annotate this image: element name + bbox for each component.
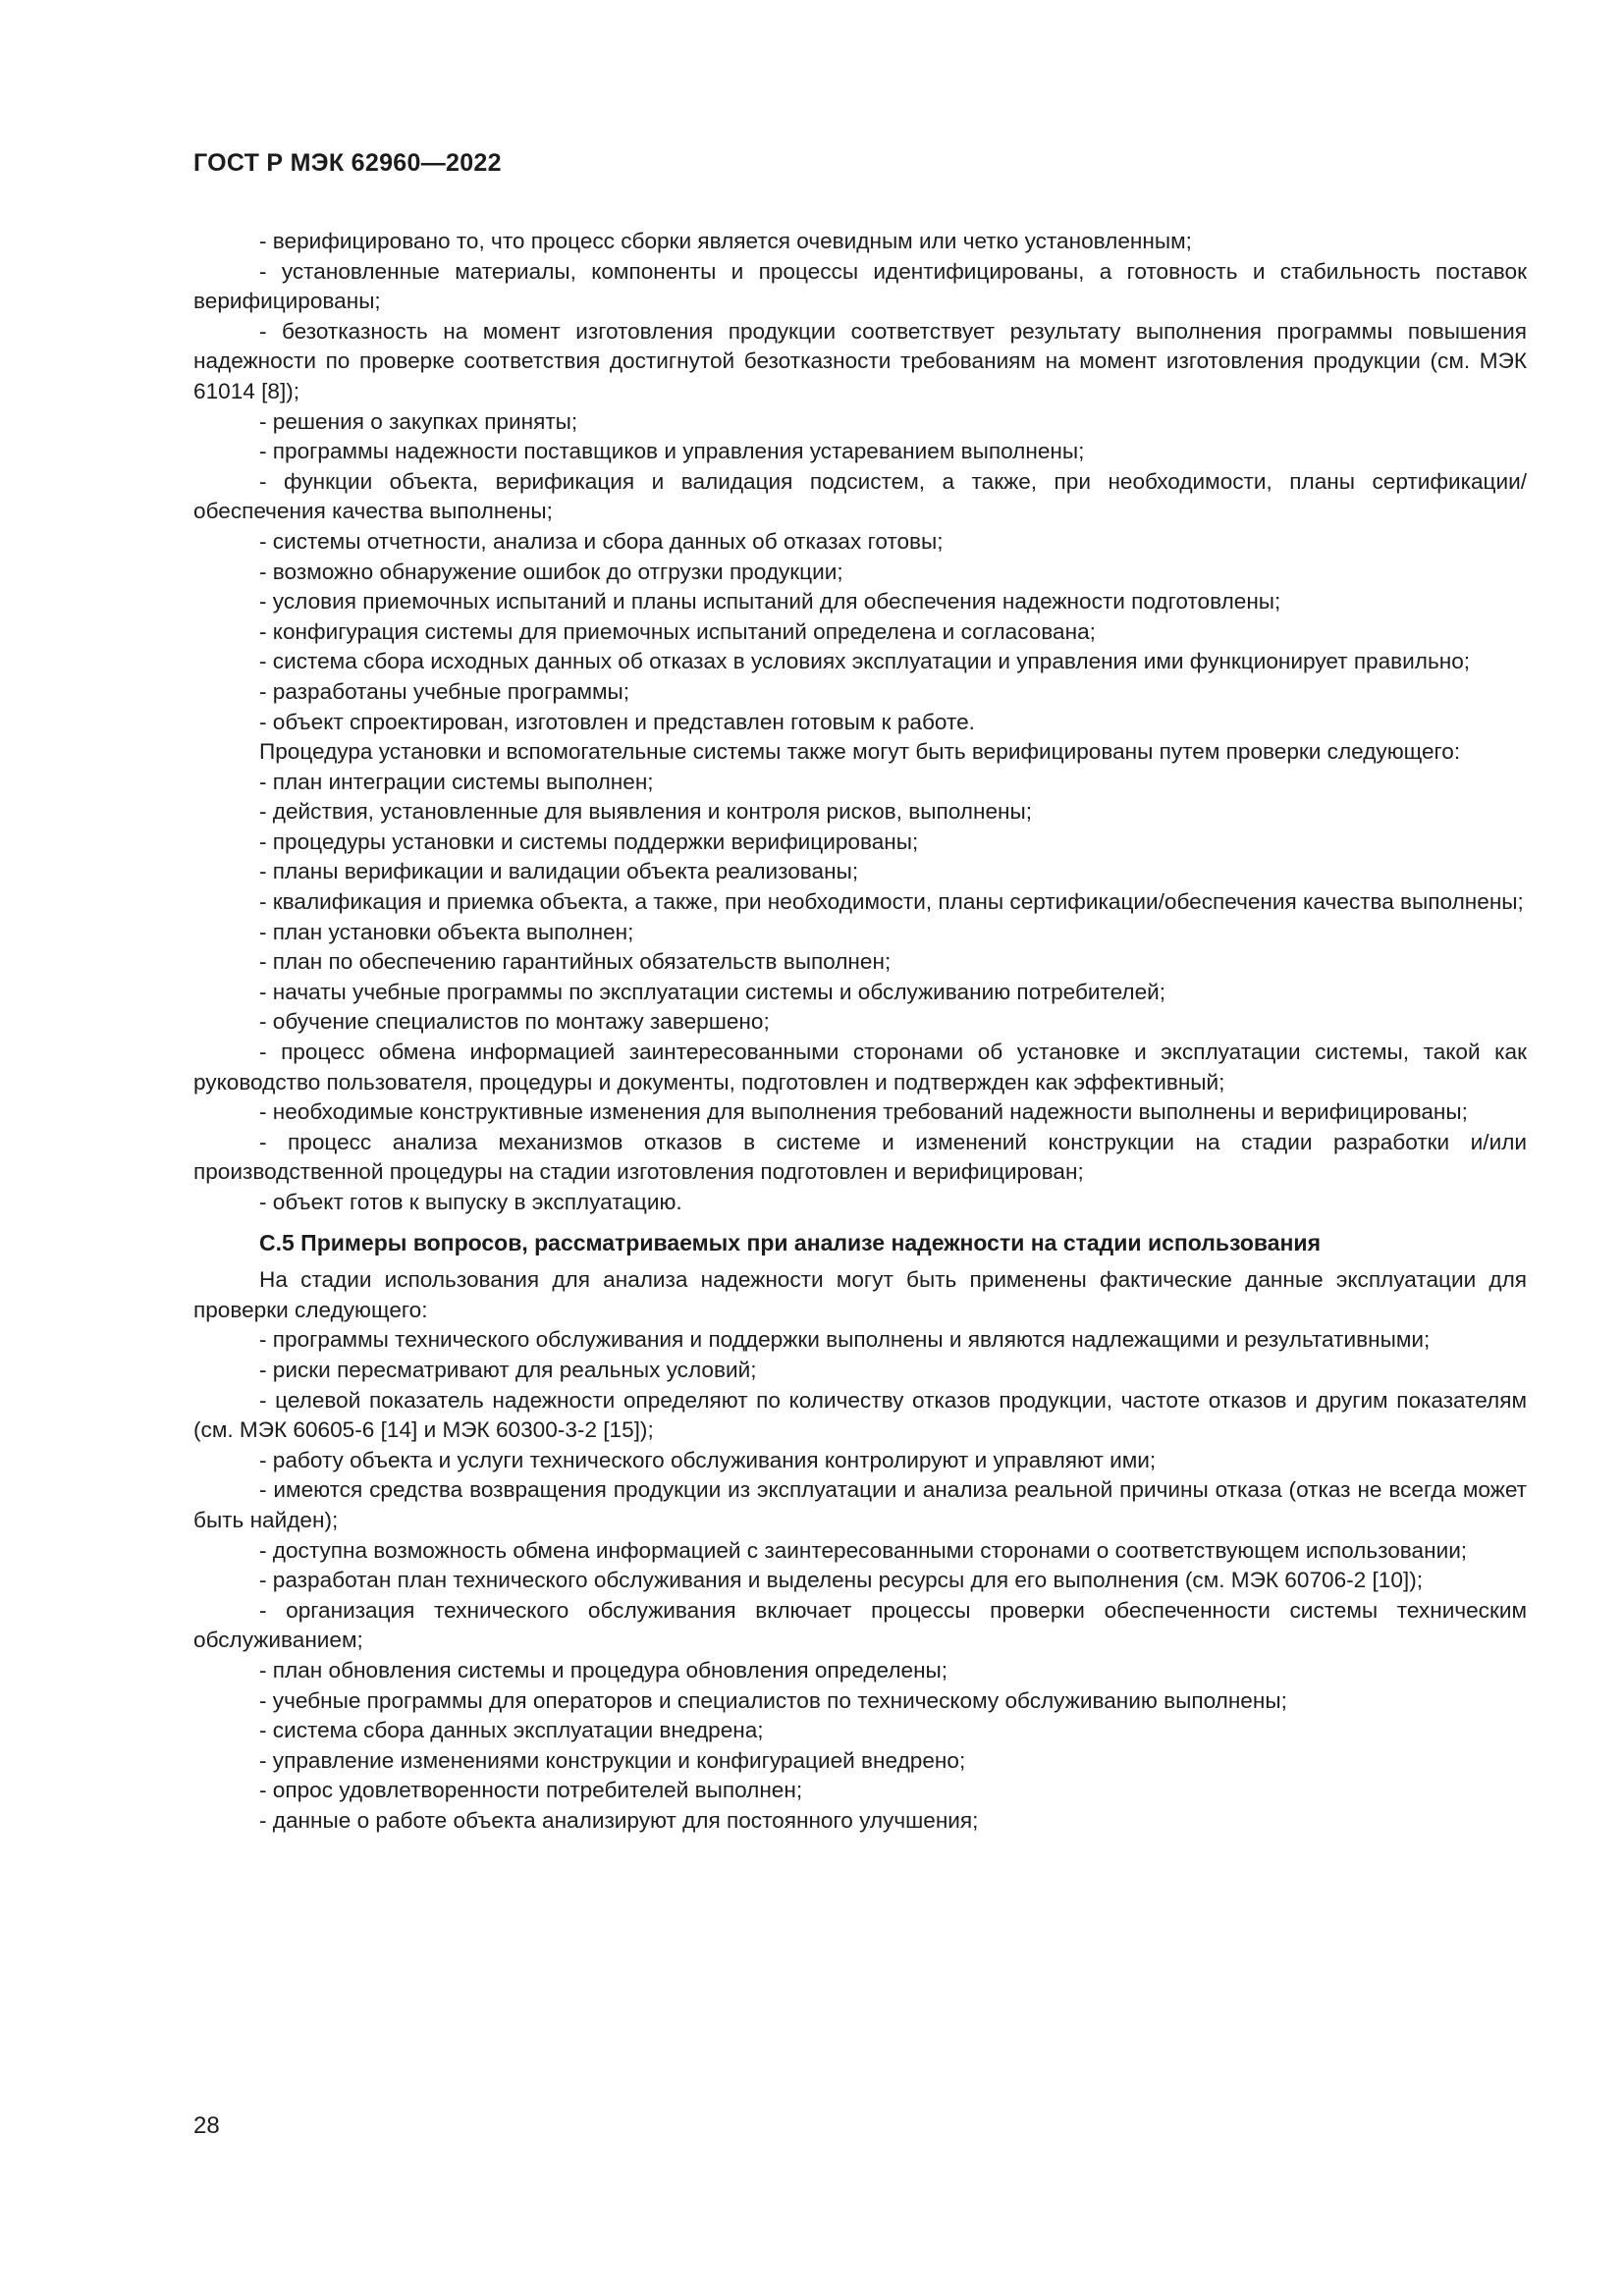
list-item: - разработаны учебные программы; (259, 678, 630, 704)
section-intro-paragraph: На стадии использования для анализа надежности могут быть применены фактические данные эксплуатации для проверки следующего: (193, 1267, 1527, 1322)
list-item: - целевой показатель надежности определяют по количеству отказов продукции, частоте отказов и другим показателям (см. МЭК 60605-6 [14] и МЭК 60300-3-2 [15]); (193, 1387, 1527, 1443)
list-item: - работу объекта и услуги технического обслуживания контролируют и управляют ими; (259, 1447, 1157, 1472)
list-item: - безотказность на момент изготовления продукции соответствует результату выполнения программы повышения надежности по проверке соответствия достигнутой безотказности требованиям на момент изготовления продукции (см. МЭК 61014 [8]); (193, 318, 1527, 403)
list-item: - имеются средства возвращения продукции из эксплуатации и анализа реальной причины отказа (отказ не всегда может быть найден); (193, 1477, 1527, 1532)
page-number: 28 (193, 2112, 220, 2139)
list-item: - программы надежности поставщиков и управления устареванием выполнены; (259, 439, 1085, 464)
checklist-block-1 (193, 227, 1527, 737)
list-item: - обучение специалистов по монтажу завершено; (259, 1009, 770, 1035)
list-item: - план по обеспечению гарантийных обязательств выполнен; (259, 949, 892, 975)
list-item: - опрос удовлетворенности потребителей выполнен; (259, 1778, 803, 1803)
list-item: - система сбора исходных данных об отказах в условиях эксплуатации и управления ими функционирует правильно; (259, 649, 1471, 674)
checklist-block-2 (193, 768, 1527, 1218)
list-item: - необходимые конструктивные изменения для выполнения требований надежности выполнены и верифицированы; (259, 1099, 1468, 1125)
section-heading: С.5 Примеры вопросов, рассматриваемых при анализе надежности на стадии использования (259, 1229, 1321, 1255)
list-item: - системы отчетности, анализа и сбора данных об отказах готовы; (259, 528, 944, 554)
list-item: - управление изменениями конструкции и конфигурацией внедрено; (259, 1747, 966, 1773)
page-content (193, 227, 1527, 1836)
list-item: - процедуры установки и системы поддержки верифицированы; (259, 828, 919, 854)
list-item: - функции объекта, верификация и валидация подсистем, а также, при необходимости, планы сертификации/обеспечения качества выполнены; (193, 468, 1527, 524)
list-item: - организация технического обслуживания включает процессы проверки обеспеченности системы техническим обслуживанием; (193, 1597, 1527, 1653)
list-item: - программы технического обслуживания и поддержки выполнены и являются надлежащими и результативными; (259, 1327, 1431, 1353)
list-item: - план интеграции системы выполнен; (259, 769, 654, 794)
document-header: ГОСТ Р МЭК 62960—2022 (193, 149, 502, 177)
list-item: - разработан план технического обслуживания и выделены ресурсы для его выполнения (см. МЭК 60706-2 [10]); (259, 1568, 1423, 1593)
list-item: - риски пересматривают для реальных условий; (259, 1357, 757, 1382)
list-item: - система сбора данных эксплуатации внедрена; (259, 1718, 764, 1743)
list-item: - действия, установленные для выявления и контроля рисков, выполнены; (259, 799, 1033, 825)
list-item: - план обновления системы и процедура обновления определены; (259, 1657, 948, 1682)
checklist-block-3 (193, 1325, 1527, 1836)
list-item: - объект готов к выпуску в эксплуатацию. (259, 1190, 682, 1214)
list-item: - учебные программы для операторов и специалистов по техническому обслуживанию выполнены; (259, 1687, 1287, 1713)
installation-intro-paragraph: Процедура установки и вспомогательные системы также могут быть верифицированы путем проверки следующего: (259, 739, 1461, 765)
list-item: - объект спроектирован, изготовлен и представлен готовым к работе. (259, 709, 975, 734)
list-item: - решения о закупках приняты; (259, 408, 578, 434)
list-item: - планы верификации и валидации объекта реализованы; (259, 859, 859, 884)
list-item: - установленные материалы, компоненты и процессы идентифицированы, а готовность и стабильность поставок верифицированы; (193, 258, 1527, 314)
list-item: - доступна возможность обмена информацией с заинтересованными сторонами о соответствующем использовании; (259, 1537, 1468, 1563)
list-item: - верифицировано то, что процесс сборки является очевидным или четко установленным; (259, 229, 1192, 253)
list-item: - процесс обмена информацией заинтересованными сторонами об установке и эксплуатации системы, такой как руководство пользователя, процедуры и документы, подготовлен и подтвержден как эффективный; (193, 1040, 1527, 1095)
list-item: - процесс анализа механизмов отказов в системе и изменений конструкции на стадии разработки и/или производственной процедуры на стадии изготовления подготовлен и верифицирован; (193, 1129, 1527, 1185)
list-item: - возможно обнаружение ошибок до отгрузки продукции; (259, 559, 843, 584)
list-item: - условия приемочных испытаний и планы испытаний для обеспечения надежности подготовлены; (259, 589, 1281, 614)
list-item: - данные о работе объекта анализируют для постоянного улучшения; (259, 1807, 979, 1833)
list-item: - план установки объекта выполнен; (259, 919, 634, 944)
list-item: - конфигурация системы для приемочных испытаний определена и согласована; (259, 618, 1096, 644)
list-item: - начаты учебные программы по эксплуатации системы и обслуживанию потребителей; (259, 979, 1166, 1004)
list-item: - квалификация и приемка объекта, а также, при необходимости, планы сертификации/обеспечения качества выполнены; (259, 889, 1524, 915)
